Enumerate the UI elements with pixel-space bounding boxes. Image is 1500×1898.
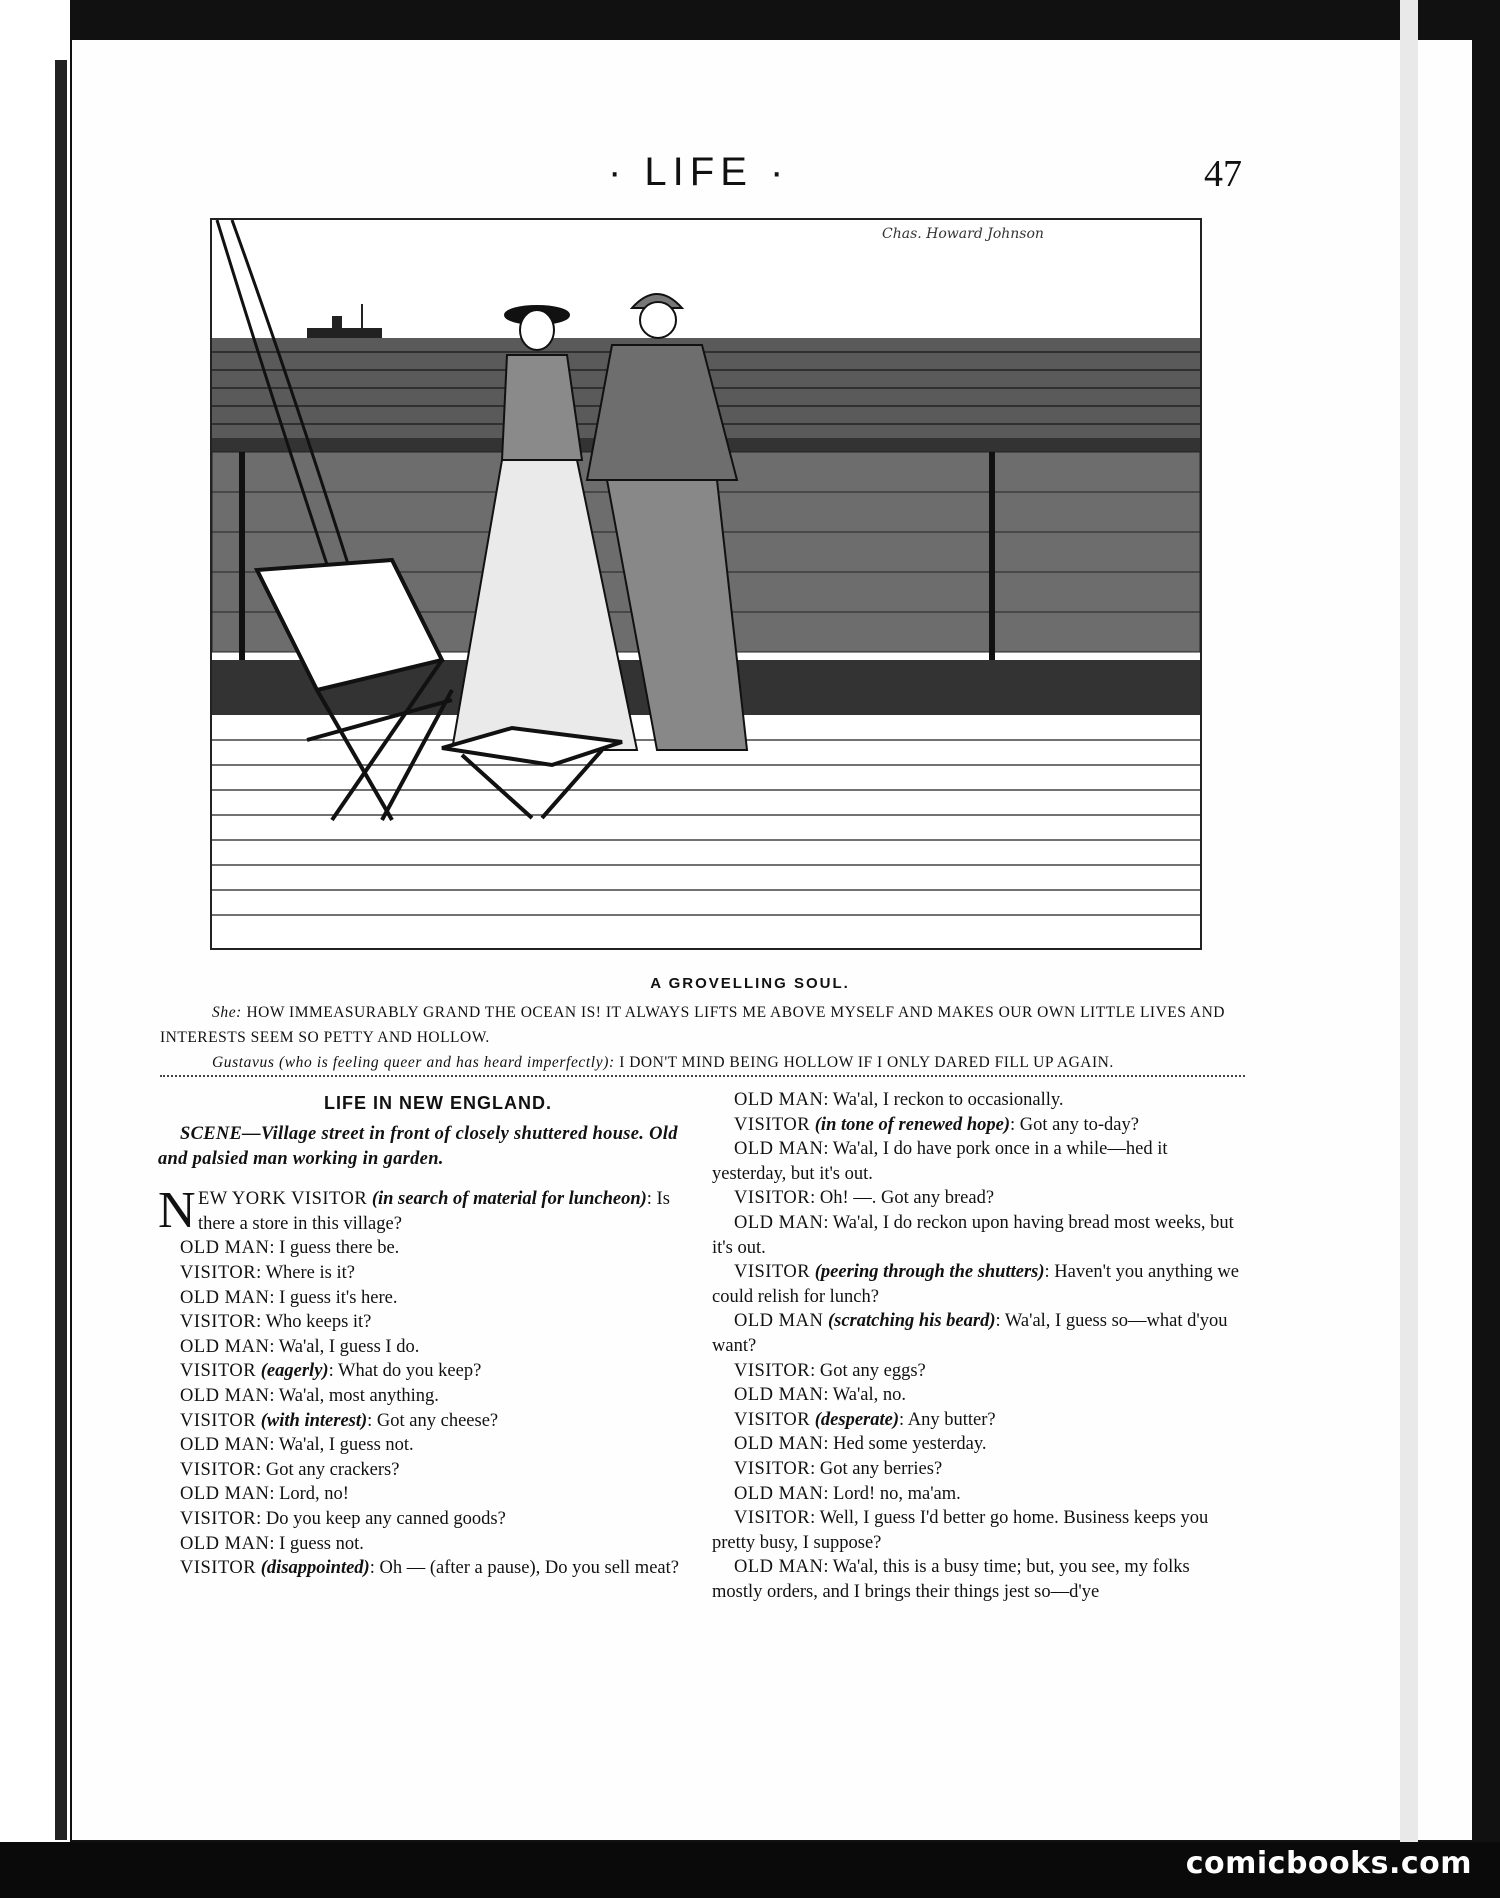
dialogue-line: [712, 1506, 1242, 1555]
artist-signature: Chas. Howard Johnson: [882, 226, 1044, 242]
dialogue-text: : Wa'al, no.: [823, 1385, 907, 1406]
speaker-name: VISITOR: [734, 1262, 811, 1283]
speaker-name: VISITOR: [180, 1459, 257, 1480]
left-dialogue: [158, 1236, 688, 1580]
ship-deck-illustration: [210, 218, 1202, 950]
speaker-name: VISITOR: [180, 1312, 257, 1333]
dialogue-text: : Got any crackers?: [256, 1459, 400, 1480]
speaker-name: VISITOR: [734, 1508, 811, 1529]
speaker-name: VISITOR: [180, 1262, 257, 1283]
stage-direction: (with interest): [260, 1410, 368, 1431]
dialogue-line: [712, 1408, 1242, 1433]
dialogue-line: [158, 1482, 688, 1507]
speaker-name: VISITOR: [180, 1361, 257, 1382]
dialogue-text: : Lord, no!: [269, 1484, 349, 1505]
speaker-name: VISITOR: [734, 1409, 811, 1430]
dialogue-line: [712, 1432, 1242, 1457]
dialogue-text: : What do you keep?: [328, 1361, 482, 1382]
opening-paragraph: [158, 1182, 688, 1240]
speaker-name: OLD MAN: [734, 1139, 824, 1160]
speaker-name: OLD MAN: [734, 1557, 824, 1578]
dialogue-text: : Got any to-day?: [1010, 1114, 1139, 1135]
dialogue-text: : Got any cheese?: [367, 1410, 499, 1431]
speaker-name: OLD MAN: [180, 1287, 270, 1308]
dialogue-text: : Well, I guess I'd better go home. Business keeps you pretty busy, I suppose?: [712, 1508, 1209, 1553]
speaker-name: VISITOR: [734, 1360, 811, 1381]
folding-stool-icon: [442, 728, 622, 818]
dialogue-line: [158, 1261, 688, 1286]
dialogue-line: [712, 1137, 1242, 1186]
dialogue-text: : Wa'al, I guess so—what d'you want?: [712, 1311, 1228, 1356]
speaker-name: OLD MAN: [734, 1483, 824, 1504]
speaker-name: OLD MAN: [734, 1385, 824, 1406]
dialogue-text: : Hed some yesterday.: [823, 1434, 987, 1455]
dialogue-text: : Wa'al, this is a busy time; but, you see, my folks mostly orders, and I brings their things jest so—d'ye: [712, 1557, 1190, 1602]
speaker-name: VISITOR: [180, 1558, 257, 1579]
section-divider: [160, 1075, 1245, 1077]
speaker-name: VISITOR: [180, 1508, 257, 1529]
dialogue-text: : Got any berries?: [810, 1458, 943, 1479]
dialogue-text: : Got any eggs?: [810, 1360, 926, 1381]
stage-direction: (scratching his beard): [827, 1311, 996, 1332]
caption-gustavus-label: Gustavus (who is feeling queer and has heard imperfectly):: [212, 1054, 615, 1071]
dialogue-line: [158, 1359, 688, 1384]
dialogue-text: : Wa'al, most anything.: [269, 1385, 439, 1406]
speaker-name: OLD MAN: [180, 1238, 270, 1259]
dialogue-line: [712, 1088, 1242, 1113]
speaker-name: OLD MAN: [734, 1311, 824, 1332]
scene-direction: SCENE—Village street in front of closely shuttered house. Old and palsied man working in garden.: [158, 1124, 678, 1169]
stage-direction: (in tone of renewed hope): [814, 1114, 1011, 1135]
dialogue-text: : Wa'al, I reckon to occasionally.: [823, 1090, 1064, 1110]
speaker-name: VISITOR: [734, 1114, 811, 1135]
stage-direction: (disappointed): [260, 1558, 370, 1579]
drop-cap: N: [158, 1182, 196, 1240]
dialogue-line: [712, 1383, 1242, 1408]
dialogue-line: [712, 1186, 1242, 1211]
speaker-name: OLD MAN: [180, 1484, 270, 1505]
dialogue-text: : I guess it's here.: [269, 1287, 398, 1308]
dialogue-text: : Where is it?: [256, 1262, 355, 1283]
caption-she-text: HOW IMMEASURABLY GRAND THE OCEAN IS! IT ALWAYS LIFTS ME ABOVE MYSELF AND MAKES OUR OWN LITTLE LIVES AND INTERESTS SEEM SO PETTY AND HOLLOW.: [160, 1004, 1225, 1046]
article-right-column: [712, 1088, 1242, 1604]
stage-direction: (eagerly): [260, 1361, 329, 1382]
dialogue-line: [712, 1309, 1242, 1358]
dialogue-text: : Wa'al, I do have pork once in a while—hed it yesterday, but it's out.: [712, 1139, 1168, 1184]
dialogue-line: [158, 1236, 688, 1261]
speaker-name: OLD MAN: [180, 1533, 270, 1554]
dialogue-text: : Wa'al, I guess I do.: [269, 1336, 420, 1357]
caption-she-label: She:: [212, 1004, 242, 1021]
speaker-name: VISITOR: [734, 1458, 811, 1479]
right-dialogue: [712, 1088, 1242, 1604]
dialogue-line: [158, 1532, 688, 1557]
speaker-name: VISITOR: [180, 1410, 257, 1431]
scan-right-edge: [1400, 0, 1418, 1860]
dialogue-line: [158, 1556, 688, 1581]
speaker-name: OLD MAN: [734, 1090, 824, 1110]
dialogue-line: [158, 1433, 688, 1458]
dialogue-text: : I guess there be.: [269, 1238, 400, 1259]
dialogue-line: [712, 1457, 1242, 1482]
dialogue-text: : I guess not.: [269, 1533, 364, 1554]
site-watermark: comicbooks.com: [1185, 1846, 1472, 1881]
opening-text: : Is there a store in this village?: [198, 1189, 670, 1234]
dialogue-line: [712, 1482, 1242, 1507]
page-number: 47: [1204, 153, 1242, 195]
opening-direction: (in search of material for luncheon): [371, 1189, 647, 1210]
running-head: · LIFE ·: [608, 150, 790, 194]
dialogue-text: : Who keeps it?: [256, 1312, 372, 1333]
dialogue-line: [158, 1335, 688, 1360]
caption-title: A GROVELLING SOUL.: [650, 975, 850, 992]
dialogue-line: [158, 1409, 688, 1434]
speaker-name: OLD MAN: [180, 1435, 270, 1456]
opening-speaker: EW YORK VISITOR: [198, 1189, 368, 1210]
speaker-name: OLD MAN: [180, 1385, 270, 1406]
dialogue-line: [158, 1507, 688, 1532]
dialogue-line: [712, 1555, 1242, 1604]
dialogue-line: [712, 1359, 1242, 1384]
dialogue-line: [712, 1260, 1242, 1309]
stage-direction: (peering through the shutters): [814, 1262, 1045, 1283]
speaker-name: OLD MAN: [734, 1212, 824, 1233]
dialogue-text: : Lord! no, ma'am.: [823, 1483, 961, 1504]
dialogue-text: : Wa'al, I do reckon upon having bread most weeks, but it's out.: [712, 1212, 1234, 1258]
dialogue-text: : Do you keep any canned goods?: [256, 1508, 506, 1529]
dialogue-text: : Haven't you anything we could relish for lunch?: [712, 1262, 1239, 1307]
dialogue-text: : Oh! —. Got any bread?: [810, 1188, 995, 1209]
dialogue-line: [712, 1211, 1242, 1260]
scan-left-margin: [0, 0, 70, 1860]
speaker-name: OLD MAN: [180, 1336, 270, 1357]
caption: [160, 1000, 1245, 1075]
dialogue-line: [158, 1310, 688, 1335]
dialogue-line: [158, 1384, 688, 1409]
caption-gustavus-text: I DON'T MIND BEING HOLLOW IF I ONLY DARED FILL UP AGAIN.: [619, 1054, 1114, 1071]
article-left-column: [158, 1088, 688, 1581]
dialogue-line: [712, 1113, 1242, 1138]
stage-direction: (desperate): [814, 1409, 900, 1430]
dialogue-line: [158, 1286, 688, 1311]
dialogue-text: : Wa'al, I guess not.: [269, 1435, 414, 1456]
article-title: LIFE IN NEW ENGLAND.: [324, 1093, 552, 1113]
speaker-name: OLD MAN: [734, 1434, 824, 1455]
dialogue-text: : Oh — (after a pause), Do you sell meat?: [369, 1558, 679, 1579]
speaker-name: VISITOR: [734, 1188, 811, 1209]
dialogue-text: : Any butter?: [899, 1409, 996, 1430]
dialogue-line: [158, 1458, 688, 1483]
